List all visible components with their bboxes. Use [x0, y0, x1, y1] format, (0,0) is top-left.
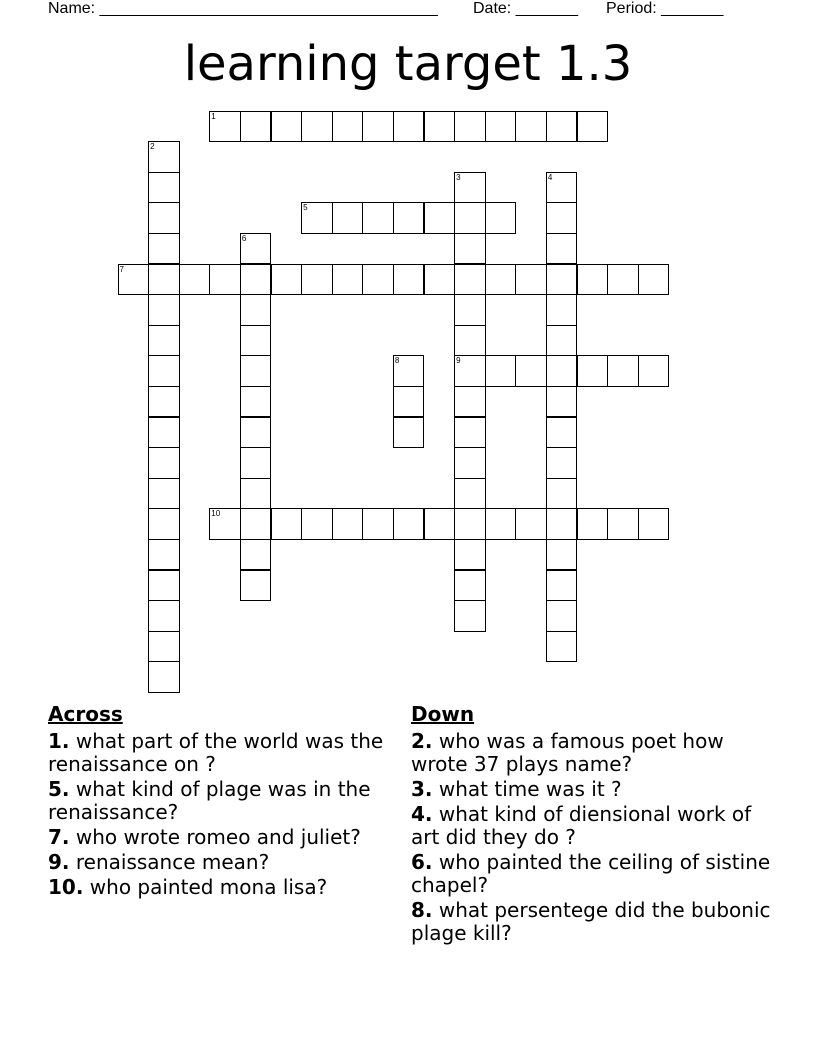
- clue-number: 1: [211, 111, 216, 121]
- grid-cell[interactable]: [271, 111, 303, 143]
- grid-cell[interactable]: [148, 539, 180, 571]
- grid-cell[interactable]: [546, 172, 578, 204]
- clue-down-2: 2. who was a famous poet how wrote 37 plays name?: [411, 729, 724, 776]
- grid-cell[interactable]: [577, 111, 609, 143]
- grid-cell[interactable]: [148, 570, 180, 602]
- grid-cell[interactable]: [148, 202, 180, 234]
- across-clues: [48, 702, 393, 901]
- clue-down-8: 8. what persentege did the bubonic plage kill?: [411, 898, 771, 945]
- grid-cell[interactable]: [301, 111, 333, 143]
- grid-cell[interactable]: [148, 661, 180, 693]
- grid-cell[interactable]: [393, 202, 425, 234]
- grid-cell[interactable]: [454, 264, 486, 296]
- grid-cell[interactable]: [148, 631, 180, 663]
- grid-cell[interactable]: [240, 264, 272, 296]
- grid-cell[interactable]: [240, 386, 272, 418]
- down-heading: Down: [411, 702, 475, 726]
- clue-number: 2: [150, 142, 155, 152]
- across-heading: Across: [48, 702, 123, 726]
- grid-cell[interactable]: [148, 386, 180, 418]
- grid-cell[interactable]: [515, 508, 547, 540]
- grid-cell[interactable]: [454, 478, 486, 510]
- grid-cell[interactable]: [546, 202, 578, 234]
- grid-cell[interactable]: [546, 386, 578, 418]
- grid-cell[interactable]: [454, 386, 486, 418]
- grid-cell[interactable]: [546, 539, 578, 571]
- grid-cell[interactable]: [271, 264, 303, 296]
- grid-cell[interactable]: [424, 111, 456, 143]
- grid-cell[interactable]: [148, 508, 180, 540]
- grid-cell[interactable]: [607, 508, 639, 540]
- clue-down-3: 3. what time was it ?: [411, 777, 622, 801]
- clue-number: 9: [456, 356, 461, 366]
- grid-cell[interactable]: [546, 325, 578, 357]
- grid-cell[interactable]: [118, 264, 150, 296]
- grid-cell[interactable]: [271, 508, 303, 540]
- grid-cell[interactable]: [148, 264, 180, 296]
- grid-cell[interactable]: [209, 508, 241, 540]
- grid-cell[interactable]: [485, 202, 517, 234]
- clue-down-6: 6. who painted the ceiling of sistine chapel?: [411, 850, 771, 897]
- clue-down-4: 4. what kind of diensional work of art did they do ?: [411, 802, 752, 849]
- grid-cell[interactable]: [485, 264, 517, 296]
- grid-cell[interactable]: [240, 233, 272, 265]
- grid-cell[interactable]: [393, 386, 425, 418]
- grid-cell[interactable]: [454, 447, 486, 479]
- grid-cell[interactable]: [424, 264, 456, 296]
- grid-cell[interactable]: [577, 264, 609, 296]
- down-clues: [411, 702, 771, 947]
- grid-cell[interactable]: [546, 478, 578, 510]
- grid-cell[interactable]: [424, 508, 456, 540]
- grid-cell[interactable]: [332, 508, 364, 540]
- grid-cell[interactable]: [179, 264, 211, 296]
- grid-cell[interactable]: [638, 355, 670, 387]
- grid-cell[interactable]: [393, 417, 425, 449]
- grid-cell[interactable]: [546, 508, 578, 540]
- grid-cell[interactable]: [546, 355, 578, 387]
- clue-number: 5: [303, 203, 308, 213]
- grid-cell[interactable]: [148, 233, 180, 265]
- grid-cell[interactable]: [148, 172, 180, 204]
- clue-number: 3: [456, 172, 461, 182]
- grid-cell[interactable]: [240, 570, 272, 602]
- grid-cell[interactable]: [454, 417, 486, 449]
- grid-cell[interactable]: [454, 111, 486, 143]
- period-field[interactable]: Period: _______: [606, 0, 724, 17]
- grid-cell[interactable]: [393, 508, 425, 540]
- grid-cell[interactable]: [485, 111, 517, 143]
- grid-cell[interactable]: [546, 264, 578, 296]
- grid-cell[interactable]: [301, 264, 333, 296]
- grid-cell[interactable]: [546, 631, 578, 663]
- grid-cell[interactable]: [148, 600, 180, 632]
- grid-cell[interactable]: [454, 325, 486, 357]
- grid-cell[interactable]: [485, 355, 517, 387]
- grid-cell[interactable]: [577, 508, 609, 540]
- grid-cell[interactable]: [148, 478, 180, 510]
- grid-cell[interactable]: [454, 294, 486, 326]
- grid-cell[interactable]: [240, 294, 272, 326]
- grid-cell[interactable]: [638, 508, 670, 540]
- grid-cell[interactable]: [240, 539, 272, 571]
- grid-cell[interactable]: [577, 355, 609, 387]
- clue-across-9: 9. renaissance mean?: [48, 850, 270, 874]
- date-field[interactable]: Date: _______: [473, 0, 578, 17]
- grid-cell[interactable]: [332, 264, 364, 296]
- clue-across-7: 7. who wrote romeo and juliet?: [48, 825, 361, 849]
- clue-number: 4: [547, 172, 553, 182]
- grid-cell[interactable]: [546, 447, 578, 479]
- grid-cell[interactable]: [209, 264, 241, 296]
- clue-number: 10: [211, 509, 221, 519]
- grid-cell[interactable]: [240, 508, 272, 540]
- name-field[interactable]: Name: ______________________________________: [48, 0, 438, 17]
- grid-cell[interactable]: [148, 355, 180, 387]
- grid-cell[interactable]: [546, 233, 578, 265]
- grid-cell[interactable]: [454, 570, 486, 602]
- grid-cell[interactable]: [638, 264, 670, 296]
- grid-cell[interactable]: [362, 264, 394, 296]
- grid-cell[interactable]: [240, 417, 272, 449]
- grid-cell[interactable]: [332, 111, 364, 143]
- grid-cell[interactable]: [607, 355, 639, 387]
- grid-cell[interactable]: [148, 141, 180, 173]
- grid-cell[interactable]: [148, 447, 180, 479]
- clue-across-10: 10. who painted mona lisa?: [48, 875, 328, 899]
- grid-cell[interactable]: [607, 264, 639, 296]
- grid-cell[interactable]: [515, 111, 547, 143]
- grid-cell[interactable]: [240, 111, 272, 143]
- grid-cell[interactable]: [454, 233, 486, 265]
- grid-cell[interactable]: [393, 111, 425, 143]
- grid-cell[interactable]: [454, 600, 486, 632]
- grid-cell[interactable]: [148, 325, 180, 357]
- page-title: learning target 1.3: [183, 36, 633, 92]
- grid-cell[interactable]: [515, 355, 547, 387]
- grid-cell[interactable]: [301, 202, 333, 234]
- grid-cell[interactable]: [424, 202, 456, 234]
- grid-cell[interactable]: [240, 355, 272, 387]
- clue-number: 8: [394, 356, 400, 366]
- clue-across-5: 5. what kind of plage was in the renaissance?: [48, 777, 371, 824]
- grid-cell[interactable]: [454, 508, 486, 540]
- grid-cell[interactable]: [240, 478, 272, 510]
- grid-cell[interactable]: [546, 570, 578, 602]
- grid-cell[interactable]: [362, 111, 394, 143]
- grid-cell[interactable]: [485, 508, 517, 540]
- grid-cell[interactable]: [362, 202, 394, 234]
- grid-cell[interactable]: [546, 417, 578, 449]
- grid-cell[interactable]: [546, 111, 578, 143]
- grid-cell[interactable]: [148, 294, 180, 326]
- grid-cell[interactable]: [546, 600, 578, 632]
- grid-cell[interactable]: [454, 202, 486, 234]
- grid-cell[interactable]: [301, 508, 333, 540]
- grid-cell[interactable]: [209, 111, 241, 143]
- grid-cell[interactable]: [332, 202, 364, 234]
- grid-cell[interactable]: [454, 355, 486, 387]
- clue-across-1: 1. what part of the world was the renaissance on ?: [48, 729, 384, 776]
- grid-cell[interactable]: [454, 172, 486, 204]
- grid-cell[interactable]: [454, 539, 486, 571]
- grid-cell[interactable]: [240, 325, 272, 357]
- grid-cell[interactable]: [393, 355, 425, 387]
- grid-cell[interactable]: [148, 417, 180, 449]
- clue-number: 7: [119, 264, 124, 274]
- grid-cell[interactable]: [546, 294, 578, 326]
- grid-cell[interactable]: [240, 447, 272, 479]
- clue-number: 6: [241, 233, 247, 243]
- grid-cell[interactable]: [515, 264, 547, 296]
- grid-cell[interactable]: [393, 264, 425, 296]
- grid-cell[interactable]: [362, 508, 394, 540]
